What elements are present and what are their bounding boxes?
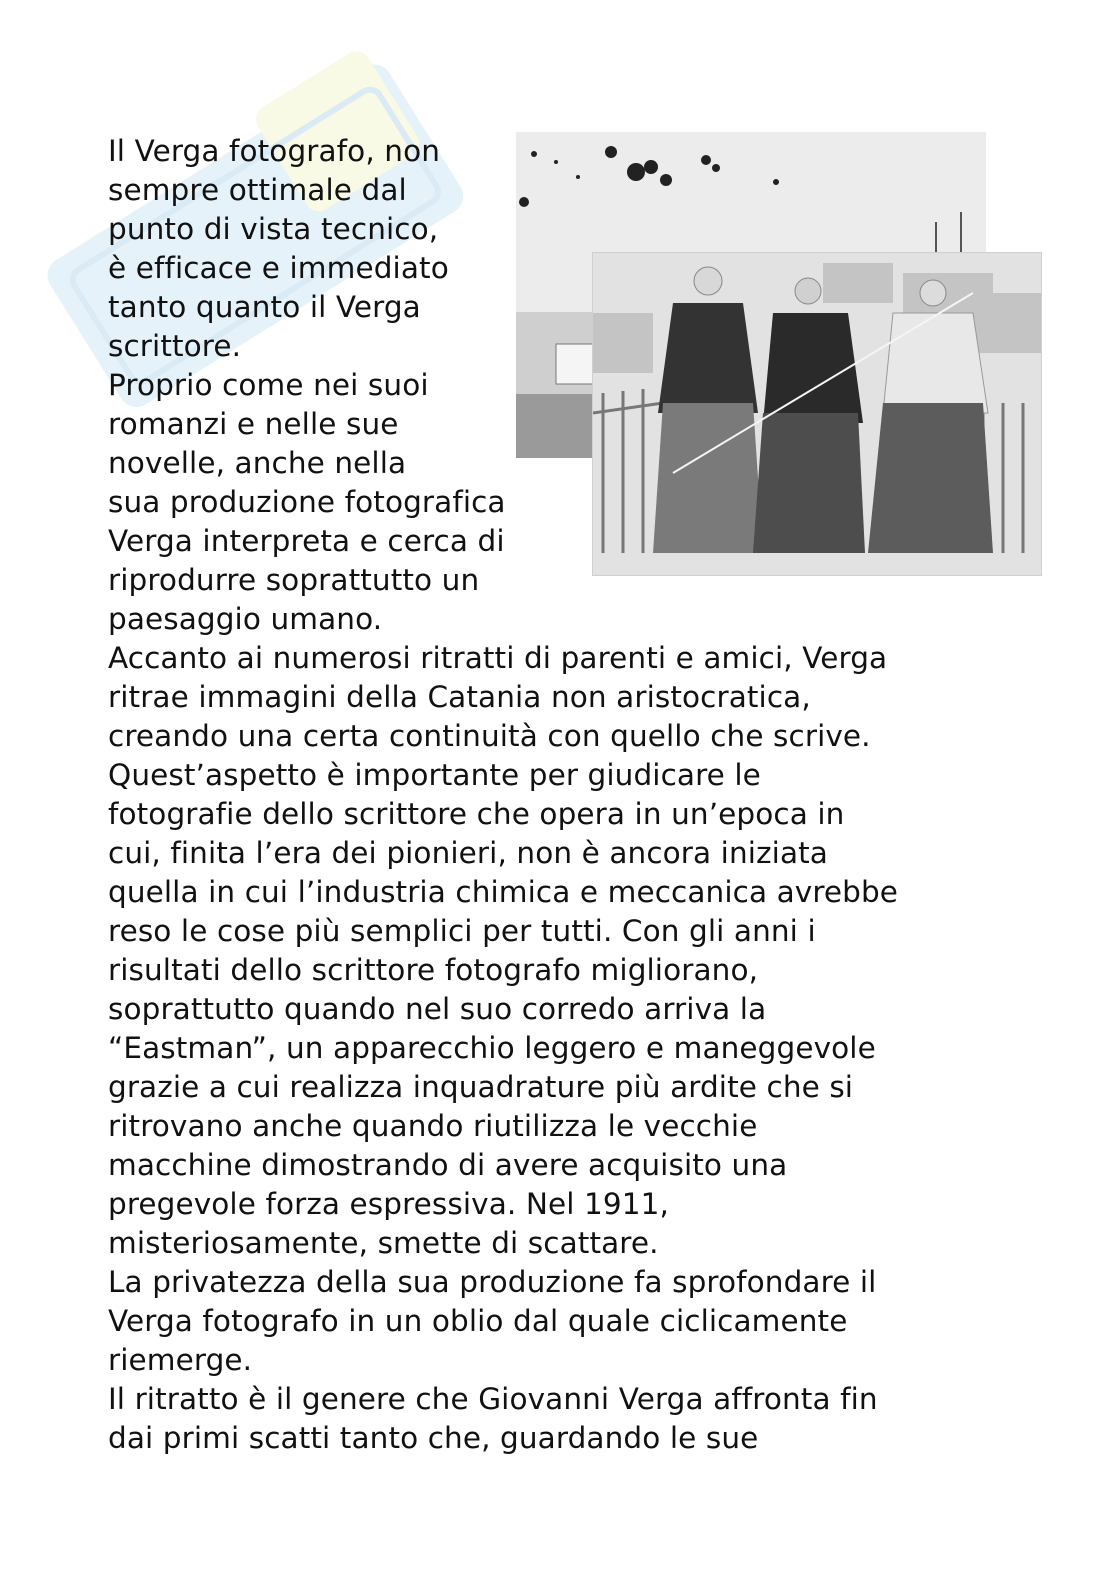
text-line: tanto quanto il Verga (108, 290, 421, 324)
text-line: è efficace e immediato (108, 251, 449, 285)
text-line: Verga interpreta e cerca di (108, 524, 505, 558)
text-line: macchine dimostrando di avere acquisito una (108, 1148, 788, 1182)
text-line: Quest’aspetto è importante per giudicare le (108, 758, 761, 792)
text-line: sempre ottimale dal (108, 173, 407, 207)
text-line: creando una certa continuità con quello che scrive. (108, 719, 871, 753)
text-line: Proprio come nei suoi (108, 368, 429, 402)
text-line: misteriosamente, smette di scattare. (108, 1226, 659, 1260)
three-women-photo-icon (593, 253, 1041, 575)
text-line: fotografie dello scrittore che opera in un’epoca in (108, 797, 845, 831)
text-line: pregevole forza espressiva. Nel 1911, (108, 1187, 670, 1221)
text-line: “Eastman”, un apparecchio leggero e maneggevole (108, 1031, 876, 1065)
text-line: riprodurre soprattutto un (108, 563, 480, 597)
text-line: Il Verga fotografo, non (108, 134, 441, 168)
three-women-photo (592, 252, 1042, 576)
text-line: La privatezza della sua produzione fa sprofondare il (108, 1265, 877, 1299)
text-line: cui, finita l’era dei pionieri, non è ancora iniziata (108, 836, 828, 870)
text-line: riemerge. (108, 1343, 253, 1377)
text-line: quella in cui l’industria chimica e meccanica avrebbe (108, 875, 899, 909)
text-line: punto di vista tecnico, (108, 212, 439, 246)
text-line: sua produzione fotografica (108, 485, 506, 519)
text-line: paesaggio umano. (108, 602, 383, 636)
text-line: novelle, anche nella (108, 446, 407, 480)
text-line: scrittore. (108, 329, 242, 363)
text-line: reso le cose più semplici per tutti. Con gli anni i (108, 914, 816, 948)
text-line: Il ritratto è il genere che Giovanni Verga affronta fin (108, 1382, 878, 1416)
text-line: risultati dello scrittore fotografo migliorano, (108, 953, 759, 987)
text-line: soprattutto quando nel suo corredo arriva la (108, 992, 767, 1026)
text-line: ritrae immagini della Catania non aristocratica, (108, 680, 811, 714)
text-line: romanzi e nelle sue (108, 407, 399, 441)
text-line: dai primi scatti tanto che, guardando le sue (108, 1421, 759, 1455)
text-line: Verga fotografo in un oblio dal quale ciclicamente (108, 1304, 848, 1338)
text-line: Accanto ai numerosi ritratti di parenti e amici, Verga (108, 641, 888, 675)
text-line: ritrovano anche quando riutilizza le vecchie (108, 1109, 758, 1143)
text-line: grazie a cui realizza inquadrature più ardite che si (108, 1070, 854, 1104)
